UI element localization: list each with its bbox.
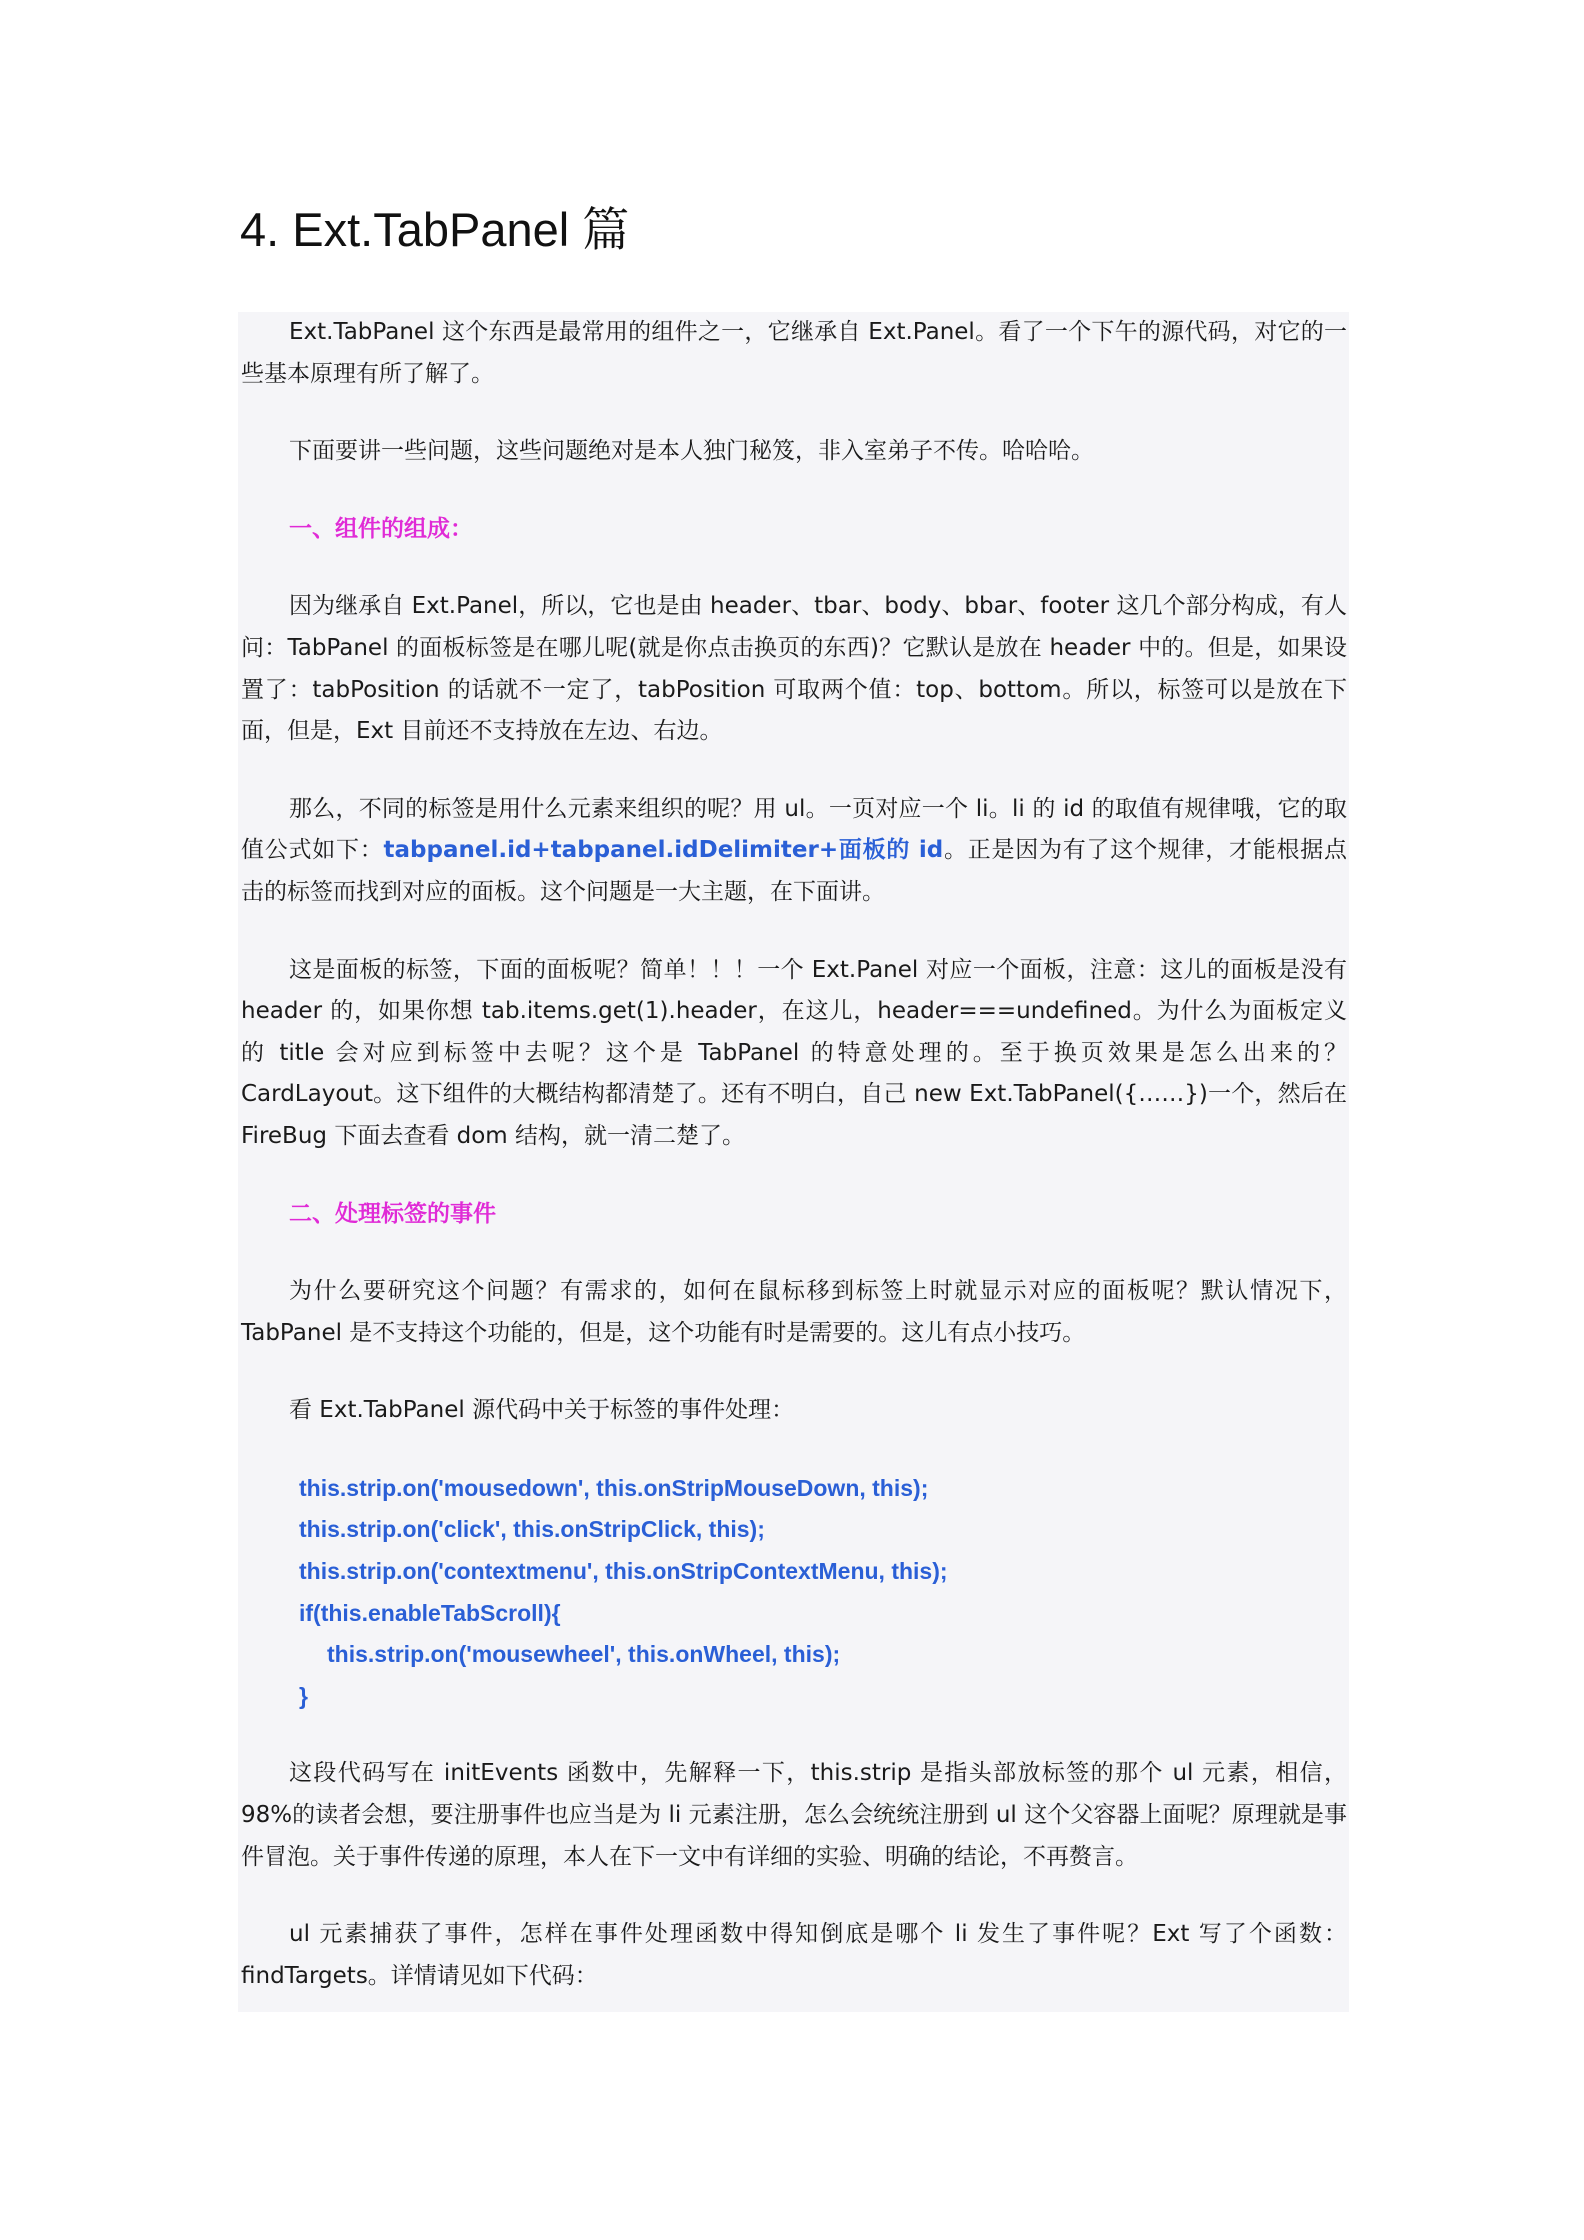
paragraph-find-targets: ul 元素捕获了事件，怎样在事件处理函数中得知倒底是哪个 li 发生了事件呢？Ext 写了个函数：findTargets。详情请见如下代码： [241,1921,1347,1989]
code-block [241,1468,1347,1718]
code-line: this.strip.on('contextmenu', this.onStripContextMenu, this); [299,1558,948,1585]
article-body [238,312,1349,2012]
page-title: 4. Ext.TabPanel 篇 [240,203,630,256]
paragraph-structure: 因为继承自 Ext.Panel，所以，它也是由 header、tbar、body、bbar、footer 这几个部分构成，有人问：TabPanel 的面板标签是在哪儿呢(就是你点击换页的东西)？它默认是放在 header 中的。但是，如果设置了：tabPosition 的话就不一定了，tabPosition 可取两个值：top、bottom。所以，标签可以是放在下面，但是，Ext 目前还不支持放在左边、右边。 [241,593,1347,745]
paragraph-event-bubbling: 这段代码写在 initEvents 函数中，先解释一下，this.strip 是指头部放标签的那个 ul 元素，相信，98%的读者会想，要注册事件也应当是为 li 元素注册，怎么会统统注册到 ul 这个父容器上面呢？原理就是事件冒泡。关于事件传递的原理，本人在下一文中有详细的实验、明确的结论，不再赘言。 [241,1760,1347,1870]
paragraph-hover-question: 为什么要研究这个问题？有需求的，如何在鼠标移到标签上时就显示对应的面板呢？默认情况下，TabPanel 是不支持这个功能的，但是，这个功能有时是需要的。这儿有点小技巧。 [241,1278,1347,1346]
paragraph-ul-li-text-b: 。正是因为有了这个规律，才能根据点击的标签而找到对应的面板。这个问题是一大主题，在下面讲。 [241,837,1348,905]
paragraph-panel-header: 这是面板的标签，下面的面板呢？简单！！！一个 Ext.Panel 对应一个面板，注意：这儿的面板是没有 header 的，如果你想 tab.items.get(1).header，在这儿，header===undefined。为什么为面板定义的 title 会对应到标签中去呢？这个是 TabPanel 的特意处理的。至于换页效果是怎么出来的？CardLayout。这下组件的大概结构都清楚了。还有不明白，自己 new Ext.TabPanel({……})一个，然后在 FireBug 下面去查看 dom 结构，就一清二楚了。 [241,956,1347,1149]
section-heading-events: 二、处理标签的事件 [289,1200,496,1227]
code-line: this.strip.on('mousewheel', this.onWheel, this); [327,1641,841,1668]
section-heading-composition: 一、组件的组成： [289,515,473,542]
code-line: if(this.enableTabScroll){ [299,1599,561,1626]
paragraph-ul-li [241,789,1347,914]
paragraph-ul-li-text-a: 那么，不同的标签是用什么元素来组织的呢？用 ul。一页对应一个 li。li 的 id 的取值有规律哦，它的取值公式如下： [241,795,1347,864]
code-line: } [299,1682,308,1709]
code-line: this.strip.on('click', this.onStripClick, this); [299,1516,765,1543]
paragraph-secret: 下面要讲一些问题，这些问题绝对是本人独门秘笈，非入室弟子不传。哈哈哈。 [289,438,1094,465]
paragraph-source-intro: 看 Ext.TabPanel 源代码中关于标签的事件处理： [289,1397,795,1424]
id-formula: tabpanel.id+tabpanel.idDelimiter+面板的 id [383,837,944,864]
code-line: this.strip.on('mousedown', this.onStripMouseDown, this); [299,1474,929,1501]
paragraph-intro: Ext.TabPanel 这个东西是最常用的组件之一，它继承自 Ext.Panel。看了一个下午的源代码，对它的一些基本原理有所了解了。 [241,319,1347,387]
